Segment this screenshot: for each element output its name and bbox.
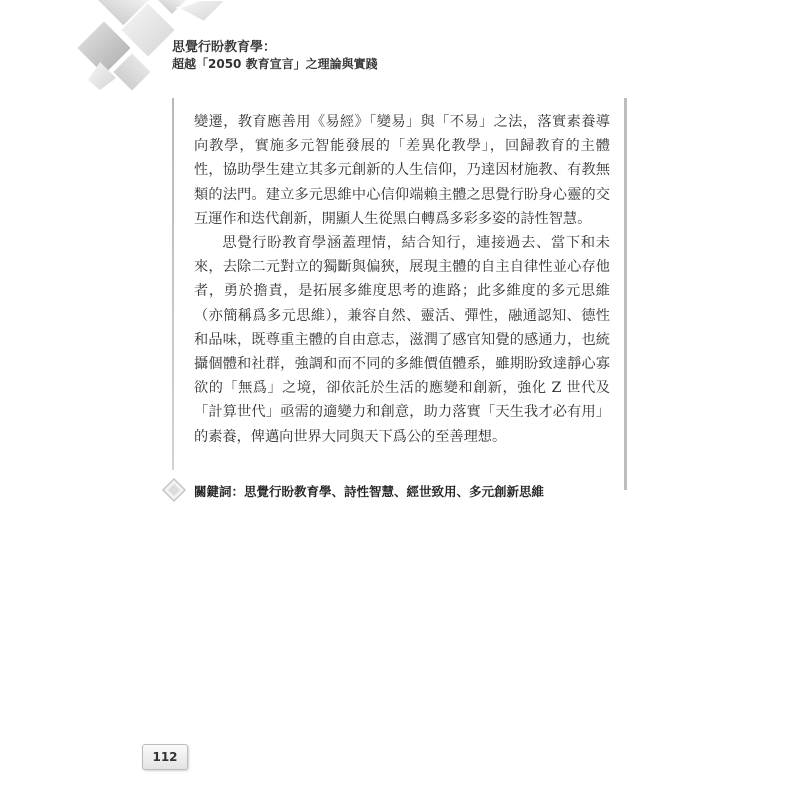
text-frame-right-border xyxy=(624,98,627,490)
page-number-badge: 112 xyxy=(142,744,188,770)
running-header-subtitle: 超越「2050 教育宣言」之理論與實踐 xyxy=(172,57,378,71)
running-header-title: 思覺行盼教育學： xyxy=(172,40,277,55)
abstract-paragraph-2: 思覺行盼教育學涵蓋理情，結合知行，連接過去、當下和未來，去除二元對立的獨斷與偏狹，展現主體的自主自律性並心存他者，勇於擔責，是拓展多維度思考的進路；此多維度的多元思維（亦簡稱爲多元思維），兼容自然、靈活、彈性，融通認知、德性和品味，既尊重主體的自由意志，滋潤了感官知覺的感通力，也統攝個體和社群，強調和而不同的多維價值體系，雖期盼致達靜心寡欲的「無爲」之境，卻依託於生活的應變和創新，強化 Z 世代及「計算世代」亟需的適變力和創意，助力落實「天生我才必有用」的素養，俾邁向世界大同與天下爲公的至善理想。 xyxy=(194,235,610,445)
abstract-body xyxy=(194,110,610,449)
text-frame-left-border xyxy=(172,98,174,470)
keywords-line: 關鍵詞：思覺行盼教育學、詩性智慧、經世致用、多元創新思維 xyxy=(194,484,545,499)
abstract-paragraph-1: 變遷，教育應善用《易經》「變易」與「不易」之法，落實素養導向教學，實施多元智能發展的「差異化教學」，回歸教育的主體性，協助學生建立其多元創新的人生信仰，乃達因材施教、有教無類的法門。建立多元思維中心信仰端賴主體之思覺行盼身心靈的交互運作和迭代創新，開顯人生從黑白轉爲多彩多姿的詩性智慧。 xyxy=(194,114,610,227)
keyword-diamond-icon xyxy=(160,476,188,504)
